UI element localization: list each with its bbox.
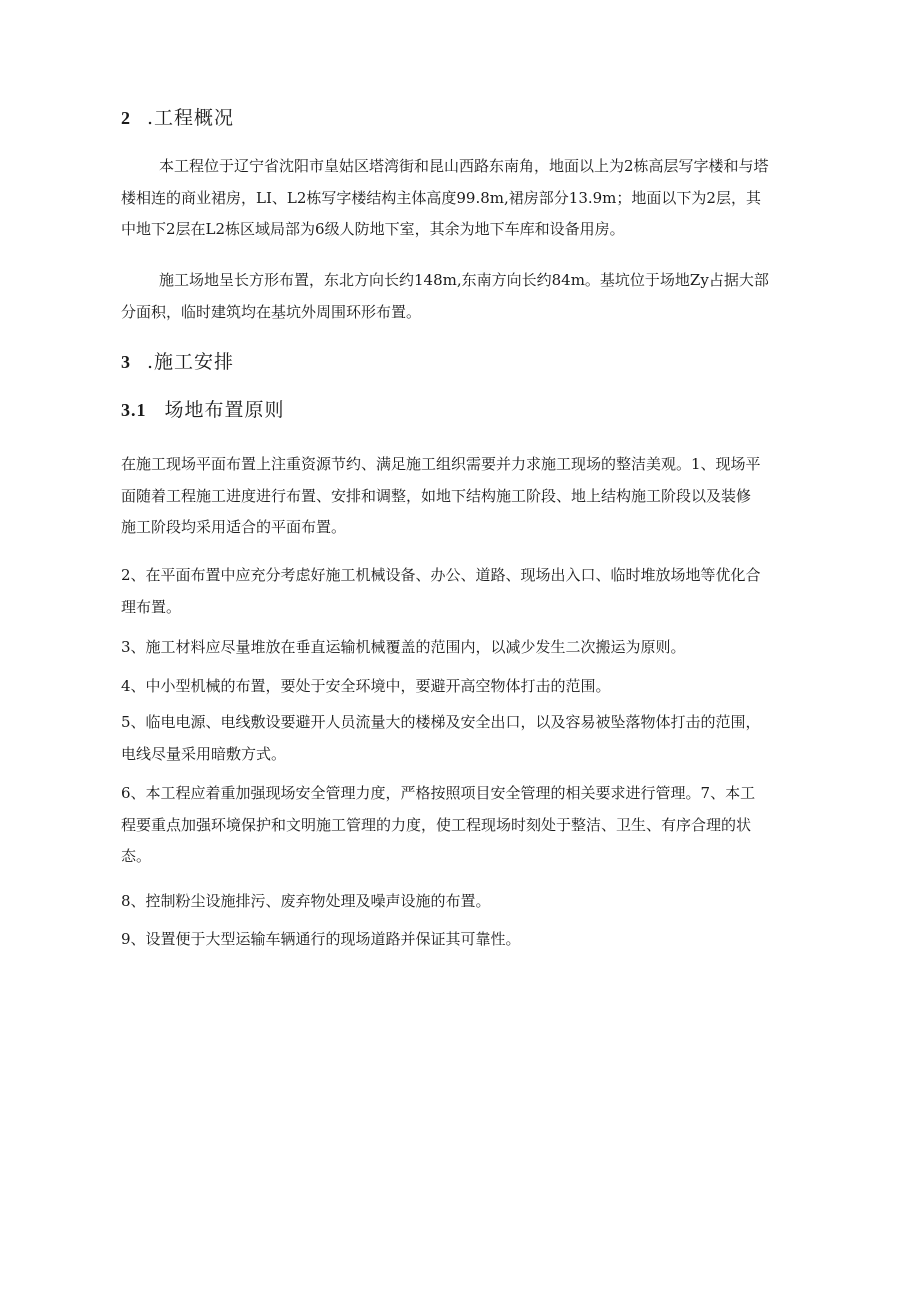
text-line: 理布置。 [121,597,182,616]
list-item [121,707,856,770]
section-title: 场地布置原则 [164,399,285,421]
text-line: 施工阶段均采用适合的平面布置。 [121,518,347,536]
paragraph-site-layout [121,265,859,328]
text-line: 在施工现场平面布置上注重资源节约、满足施工组织需要并力求施工现场的整洁美观。1、现场平 [121,455,761,473]
text-line: 5、临电电源、电线敷设要避开人员流量大的楼梯及安全出口，以及容易被坠落物体打击的范围， [121,713,761,731]
section-number: 3 [121,352,131,372]
section-heading-3-1 [121,398,285,422]
text-line: 2、在平面布置中应充分考虑好施工机械设备、办公、道路、现场出入口、临时堆放场地等优化合 [121,566,761,584]
paragraph-project-location [121,151,859,246]
text-line: 楼相连的商业裙房，LI、L2栋写字楼结构主体高度99.8m,裙房部分13.9m；地面以下为2层，其 [121,188,761,207]
text-line: 8、控制粉尘设施排污、废弃物处理及噪声设施的布置。 [121,892,491,910]
text-line: 电线尽量采用暗敷方式。 [121,744,287,763]
text-line: 态。 [121,847,152,865]
text-line: 4、中小型机械的布置，要处于安全环境中，要避开高空物体打击的范围。 [121,677,611,695]
list-item [121,778,856,873]
text-line: 程要重点加强环境保护和文明施工管理的力度，使工程现场时刻处于整洁、卫生、有序合理的状 [121,815,752,834]
section-number: 2 [121,108,131,128]
text-line: 中地下2层在L2栋区域局部为6级人防地下室，其余为地下车库和设备用房。 [121,220,625,238]
text-line: 3、施工材料应尽量堆放在垂直运输机械覆盖的范围内，以减少发生二次搬运为原则。 [121,638,686,656]
section-title: .施工安排 [147,351,235,373]
text-line: 分面积，临时建筑均在基坑外周围环形布置。 [121,302,422,321]
list-item [121,560,856,623]
section-title: .工程概况 [147,107,235,129]
text-line: 施工场地呈长方形布置，东北方向长约148m,东南方向长约84m。基坑位于场地Zy占据大部 [159,271,769,289]
text-line: 本工程位于辽宁省沈阳市皇姑区塔湾街和昆山西路东南角，地面以上为2栋高层写字楼和与塔 [159,157,769,175]
list-item [121,924,856,956]
list-item [121,886,856,918]
text-line: 9、设置便于大型运输车辆通行的现场道路并保证其可靠性。 [121,930,521,948]
section-number: 3.1 [121,400,147,420]
section-heading-3 [121,350,234,374]
list-item [121,449,856,544]
text-line: 面随着工程施工进度进行布置、安排和调整，如地下结构施工阶段、地上结构施工阶段以及装修 [121,486,752,505]
list-item [121,671,856,703]
section-heading-2 [121,106,234,130]
list-item [121,632,856,664]
text-line: 6、本工程应着重加强现场安全管理力度，严格按照项目安全管理的相关要求进行管理。7、本工 [121,784,756,802]
